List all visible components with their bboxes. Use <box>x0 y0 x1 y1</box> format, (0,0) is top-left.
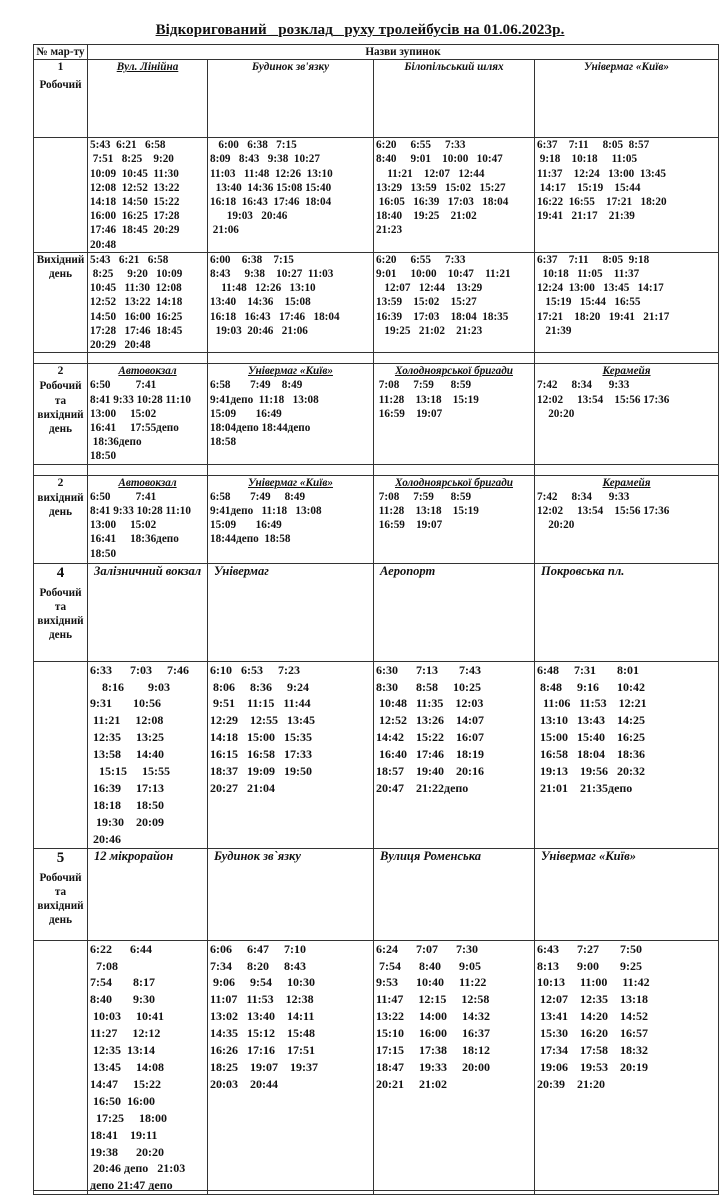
route-5-times-row <box>34 940 719 1195</box>
route-2-cell <box>34 475 88 563</box>
route-number: 5 <box>56 849 65 866</box>
stop-name: Універмаг «Київ» <box>248 365 333 378</box>
route-1-stops-row <box>34 60 719 138</box>
route-1-workday-times-row <box>34 138 719 253</box>
route-1-cell <box>34 60 88 138</box>
route-number: 4 <box>56 564 65 581</box>
times-cell: 6:22 6:44 7:08 7:54 8:17 8:40 9:30 10:03 10:41 11:27 12:12 12:35 13:14 13:45 14:08 14:47 15:22 16:50 16:00 17:25 18:00 18:41 19:11 19:38 20:20 20:46 депо 21:03 депо 21:47 депо <box>88 940 208 1195</box>
times-cell: 7:42 8:34 9:33 12:02 13:54 15:56 17:36 20:20 <box>537 490 670 532</box>
stop-cell <box>535 364 719 464</box>
times-cell: 6:20 6:55 7:33 8:40 9:01 10:00 10:47 11:21 12:07 12:44 13:29 13:59 15:02 15:27 16:05 16:39 17:03 18:04 18:40 19:25 21:02 21:23 <box>374 138 535 253</box>
stop-cell <box>535 475 719 563</box>
stop-name: Холодноярської бригади <box>394 365 514 378</box>
times-cell: 6:43 7:27 7:50 8:13 9:00 9:25 10:13 11:00 11:42 12:07 12:35 13:18 13:41 14:20 14:52 15:30 16:20 16:57 17:34 17:58 18:32 19:06 19:53 20:19 20:39 21:20 <box>535 940 719 1195</box>
schedule-table <box>33 44 719 1195</box>
stop-cell <box>88 475 208 563</box>
times-cell: 6:37 7:11 8:05 8:57 9:18 10:18 11:05 11:37 12:24 13:00 13:45 14:17 15:19 15:44 16:22 16:55 17:21 18:20 19:41 21:17 21:39 <box>535 138 719 253</box>
day-type-label: Робочий та вихідний день <box>37 586 84 642</box>
route-2-workday-row <box>34 364 719 464</box>
times-cell: 7:42 8:34 9:33 12:02 13:54 15:56 17:36 20:20 <box>537 379 670 420</box>
route-number: 2 <box>57 365 64 378</box>
times-cell: 6:00 6:38 7:15 8:09 8:43 9:38 10:27 11:03 11:48 12:26 13:10 13:40 14:36 15:08 15:40 16:18 16:43 17:46 18:04 19:03 20:46 21:06 <box>208 138 374 253</box>
times-cell: 6:58 7:49 8:49 9:41депо 11:18 13:08 15:09 16:49 18:44депо 18:58 <box>210 490 322 546</box>
stop-cell <box>374 364 535 464</box>
stop-name: Автовокзал <box>118 476 177 489</box>
route-5-cell <box>34 848 88 940</box>
stop-name: Універмаг <box>208 563 374 661</box>
times-cell: 7:08 7:59 8:59 11:28 13:18 15:19 16:59 19:07 <box>378 490 479 532</box>
times-cell: 5:43 6:21 6:58 7:51 8:25 9:20 10:09 10:45 11:30 12:08 12:52 13:22 14:18 14:50 15:22 16:00 16:25 17:28 17:46 18:45 20:29 20:48 <box>88 138 208 253</box>
stop-name: Універмаг «Київ» <box>535 848 719 940</box>
stop-name: Холодноярської бригади <box>394 476 514 489</box>
day-type-label: вихідний день <box>37 491 84 519</box>
stop-name: Автовокзал <box>118 365 177 378</box>
stop-cell <box>208 364 374 464</box>
stop-name: Універмаг «Київ» <box>248 476 333 489</box>
stop-name: Вул. Лінійна <box>88 60 208 138</box>
route-4-cell <box>34 563 88 661</box>
times-cell: 7:08 7:59 8:59 11:28 13:18 15:19 16:59 19:07 <box>378 379 479 420</box>
stop-name: Будинок зв`язку <box>208 848 374 940</box>
empty-cell <box>34 940 88 1195</box>
times-cell: 6:24 7:07 7:30 7:54 8:40 9:05 9:53 10:40 11:22 11:47 12:15 12:58 13:22 14:00 14:32 15:10 16:00 16:37 17:15 17:38 18:12 18:47 19:33 20:00 20:21 21:02 <box>374 940 535 1195</box>
spacer-row <box>34 464 719 475</box>
stops-header: Назви зупинок <box>88 45 719 60</box>
stop-cell <box>208 475 374 563</box>
stop-name: Залізничний вокзал <box>88 563 208 661</box>
stop-name: Аеропорт <box>374 563 535 661</box>
route-4-stops-row <box>34 563 719 661</box>
times-cell: 6:50 7:41 8:41 9:33 10:28 11:10 13:00 15:02 16:41 17:55депо 18:36депо 18:50 <box>90 379 191 463</box>
table-header-row <box>34 45 719 60</box>
spacer-row <box>34 353 719 364</box>
times-cell: 6:30 7:13 7:43 8:30 8:58 10:25 10:48 11:35 12:03 12:52 13:26 14:07 14:42 15:22 16:07 16:40 17:46 18:19 18:57 19:40 20:16 20:47 21:22депо <box>374 661 535 848</box>
stop-name: Керамейя <box>602 476 651 489</box>
route-2-weekend-row <box>34 475 719 563</box>
document-title: Відкоригований _розклад_ руху тролейбусів на 01.06.2023р. <box>155 22 565 38</box>
times-cell: 6:50 7:41 8:41 9:33 10:28 11:10 13:00 15:02 16:41 18:36депо 18:50 <box>90 490 191 560</box>
empty-cell <box>34 661 88 848</box>
route-number-header: № мар-ту <box>34 45 88 60</box>
times-cell: 6:33 7:03 7:46 8:16 9:03 9:31 10:56 11:21 12:08 12:35 13:25 13:58 14:40 15:15 15:55 16:39 17:13 18:18 18:50 19:30 20:09 20:46 <box>88 661 208 848</box>
times-cell: 6:10 6:53 7:23 8:06 8:36 9:24 9:51 11:15 11:44 12:29 12:55 13:45 14:18 15:00 15:35 16:15 16:58 17:33 18:37 19:09 19:50 20:27 21:04 <box>208 661 374 848</box>
route-5-stops-row <box>34 848 719 940</box>
times-cell: 6:37 7:11 8:05 9:18 10:18 11:05 11:37 12:24 13:00 13:45 14:17 15:19 15:44 16:55 17:21 18:20 19:41 21:17 21:39 <box>535 252 719 352</box>
times-cell: 6:20 6:55 7:33 9:01 10:00 10:47 11:21 12:07 12:44 13:29 13:59 15:02 15:27 16:39 17:03 18:04 18:35 19:25 21:02 21:23 <box>374 252 535 352</box>
day-type-label: Робочий <box>39 79 82 92</box>
times-cell: 6:48 7:31 8:01 8:48 9:16 10:42 11:06 11:53 12:21 13:10 13:43 14:25 15:00 15:40 16:25 16:58 18:04 18:36 19:13 19:56 20:32 21:01 21:35депо <box>535 661 719 848</box>
stop-cell <box>374 475 535 563</box>
day-type-label: Вихідний день <box>34 252 88 352</box>
stop-name: Керамейя <box>602 365 651 378</box>
stop-name: Покровська пл. <box>535 563 719 661</box>
times-cell: 5:43 6:21 6:58 8:25 9:20 10:09 10:45 11:30 12:08 12:52 13:22 14:18 14:50 16:00 16:25 17:28 17:46 18:45 20:29 20:48 <box>88 252 208 352</box>
table-bottom-border <box>33 1190 718 1191</box>
route-number: 1 <box>57 61 64 74</box>
route-2-cell <box>34 364 88 464</box>
stop-name: Вулиця Роменська <box>374 848 535 940</box>
times-cell: 6:06 6:47 7:10 7:34 8:20 8:43 9:06 9:54 10:30 11:07 11:53 12:38 13:02 13:40 14:11 14:35 15:12 15:48 16:26 17:16 17:51 18:25 19:07 19:37 20:03 20:44 <box>208 940 374 1195</box>
stop-name: 12 мікрорайон <box>88 848 208 940</box>
stop-name: Білопільський шлях <box>374 60 535 138</box>
day-type-label: Робочий та вихідний день <box>37 380 84 436</box>
day-type-label: Робочий та вихідний день <box>37 871 84 927</box>
route-1-weekend-times-row <box>34 252 719 352</box>
stop-name: Універмаг «Київ» <box>535 60 719 138</box>
times-cell: 6:00 6:38 7:15 8:43 9:38 10:27 11:03 11:48 12:26 13:10 13:40 14:36 15:08 16:18 16:43 17:46 18:04 19:03 20:46 21:06 <box>208 252 374 352</box>
stop-cell <box>88 364 208 464</box>
route-number: 2 <box>57 476 64 489</box>
stop-name: Будинок зв'язку <box>208 60 374 138</box>
empty-cell <box>34 138 88 253</box>
route-4-times-row <box>34 661 719 848</box>
times-cell: 6:58 7:49 8:49 9:41депо 11:18 13:08 15:09 16:49 18:04депо 18:44депо 18:58 <box>210 379 319 449</box>
